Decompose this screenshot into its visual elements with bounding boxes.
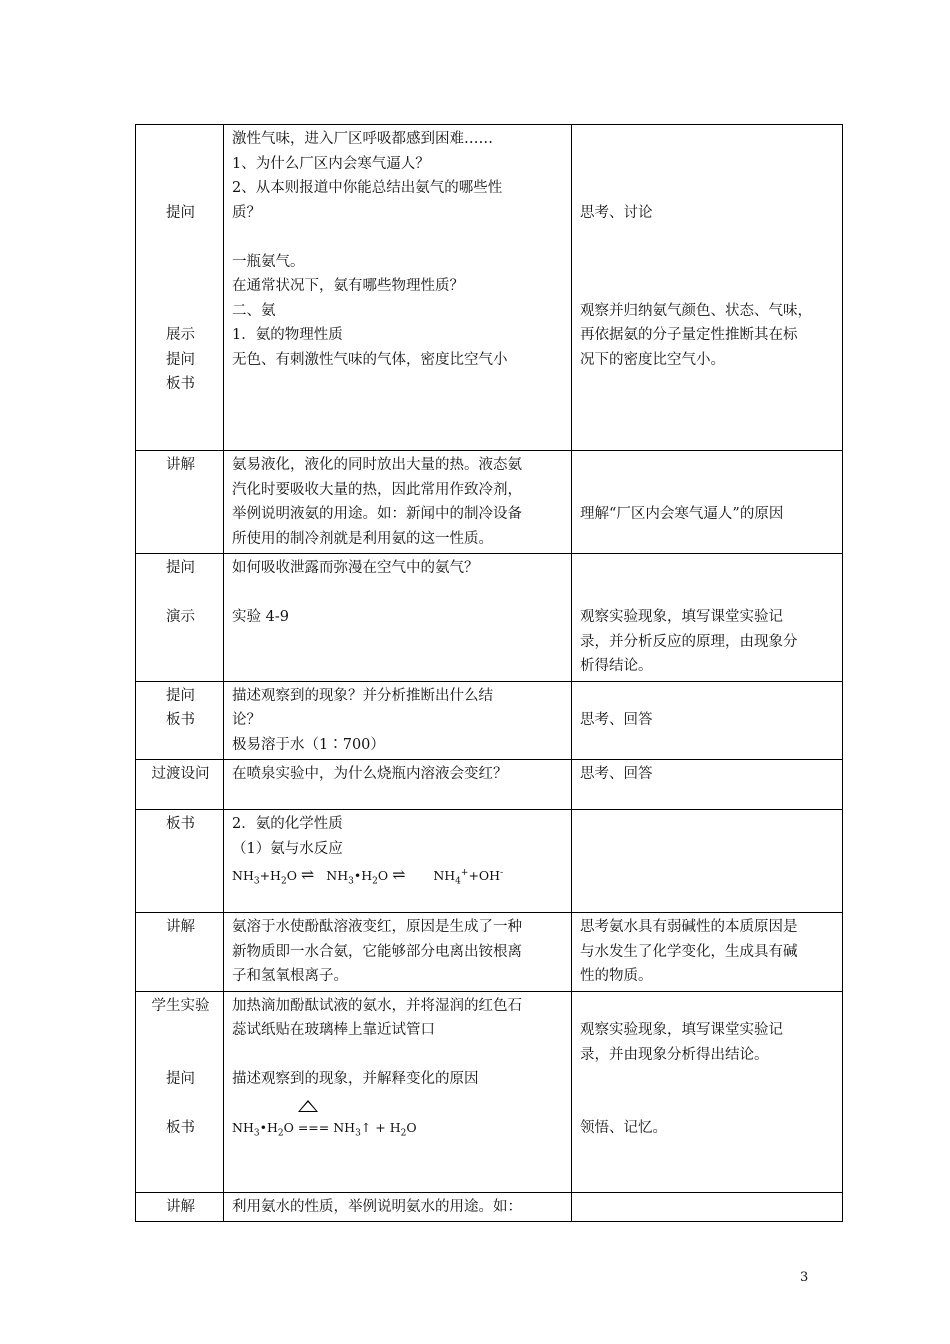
step-label: 讲解 <box>166 1198 195 1215</box>
student-activity-cell <box>572 554 843 682</box>
step-label: 提问 <box>166 204 195 221</box>
teacher-content-cell <box>224 681 572 760</box>
step-label: 提问 <box>166 1071 195 1087</box>
activity-line: 思考、讨论 <box>580 204 653 221</box>
page-number: 3 <box>800 1270 809 1285</box>
activity-line: 况下的密度比空气小。 <box>580 351 725 368</box>
table-row <box>136 125 843 451</box>
content-line: 举例说明液氨的用途。如：新闻中的制冷设备 <box>232 506 522 522</box>
teacher-content-cell <box>224 125 572 451</box>
step-label: 学生实验 <box>151 997 210 1014</box>
activity-line: 录，并分析反应的原理，由现象分 <box>580 633 798 650</box>
content-line: 描述观察到的现象？并分析推断出什么结 <box>232 687 493 704</box>
content-line: 极易溶于水（1∶700） <box>232 736 385 753</box>
student-activity-cell <box>572 810 843 913</box>
step-label-cell <box>136 760 224 810</box>
teacher-content-cell <box>224 1192 572 1222</box>
step-label-cell <box>136 810 224 913</box>
step-label: 板书 <box>166 1120 195 1136</box>
reversible-arrow-icon: ⇌ <box>300 865 315 885</box>
content-line: 一瓶氨气。 <box>232 253 305 270</box>
table-row <box>136 810 843 913</box>
content-line: 氨易液化，液化的同时放出大量的热。液态氨 <box>232 457 522 473</box>
teacher-content-cell <box>224 991 572 1192</box>
ammonia-water-equation: $NH_3+H_2O$ ⇌ $NH_3•H_2O$ ⇌ $NH_4^++OH^-$ <box>232 865 504 887</box>
decomposition-equation: $NH_3•H_2O$ === $NH_3↑ + H_2O$ <box>232 1120 417 1139</box>
activity-line: 录，并由现象分析得出结论。 <box>580 1046 769 1063</box>
content-line: 所使用的制冷剂就是利用氨的这一性质。 <box>232 530 493 547</box>
content-line: 新物质即一水合氨，它能够部分电离出铵根离 <box>232 943 522 960</box>
teacher-content-cell <box>224 554 572 682</box>
content-line: 2．氨的化学性质 <box>232 816 343 832</box>
activity-line: 观察实验现象，填写课堂实验记 <box>580 609 783 625</box>
step-label: 展示 <box>166 327 195 343</box>
activity-line: 析得结论。 <box>580 658 653 674</box>
content-line: 加热滴加酚酞试液的氨水，并将湿润的红色石 <box>232 997 522 1014</box>
teacher-content-cell <box>224 810 572 913</box>
step-label: 提问 <box>166 687 195 704</box>
step-label-cell <box>136 554 224 682</box>
step-label: 提问 <box>166 351 195 368</box>
table-row <box>136 554 843 682</box>
content-line: 蕊试纸贴在玻璃棒上靠近试管口 <box>232 1022 435 1038</box>
teacher-content-cell <box>224 451 572 554</box>
content-line: 实验 4-9 <box>232 609 289 625</box>
step-label: 讲解 <box>166 919 195 935</box>
step-label: 板书 <box>166 376 195 392</box>
content-line: 质？ <box>232 204 261 221</box>
activity-line: 再依据氨的分子量定性推断其在标 <box>580 327 798 343</box>
heat-triangle-icon <box>298 1100 318 1112</box>
step-label-cell <box>136 991 224 1192</box>
content-line: 1、为什么厂区内会寒气逼人？ <box>232 155 430 172</box>
student-activity-cell <box>572 451 843 554</box>
table-row <box>136 760 843 810</box>
table-row <box>136 991 843 1192</box>
table-row <box>136 1192 843 1222</box>
activity-line: 思考、回答 <box>580 766 653 782</box>
step-label-cell <box>136 451 224 554</box>
activity-line: 思考、回答 <box>580 712 653 728</box>
student-activity-cell <box>572 1192 843 1222</box>
step-label: 演示 <box>166 609 195 625</box>
content-line: 在通常状况下，氨有哪些物理性质？ <box>232 278 464 294</box>
activity-line: 领悟、记忆。 <box>580 1120 667 1136</box>
step-label-cell <box>136 913 224 992</box>
activity-line: 观察实验现象，填写课堂实验记 <box>580 1022 783 1038</box>
content-line: 描述观察到的现象，并解释变化的原因 <box>232 1071 479 1087</box>
student-activity-cell <box>572 760 843 810</box>
step-label: 讲解 <box>166 457 195 473</box>
student-activity-cell <box>572 913 843 992</box>
content-line: 2、从本则报道中你能总结出氨气的哪些性 <box>232 180 503 196</box>
content-line: （1）氨与水反应 <box>232 840 343 857</box>
activity-line: 思考氨水具有弱碱性的本质原因是 <box>580 919 798 935</box>
content-line: 汽化时要吸收大量的热，因此常用作致冷剂， <box>232 481 522 498</box>
student-activity-cell <box>572 125 843 451</box>
step-label: 过渡设问 <box>151 766 210 782</box>
content-line: 论？ <box>232 712 261 728</box>
activity-line: 与水发生了化学变化，生成具有碱 <box>580 943 798 960</box>
table-row <box>136 451 843 554</box>
student-activity-cell <box>572 681 843 760</box>
step-label-cell <box>136 1192 224 1222</box>
step-label-cell <box>136 681 224 760</box>
teacher-content-cell <box>224 913 572 992</box>
content-line: 氨溶于水使酚酞溶液变红，原因是生成了一种 <box>232 919 522 935</box>
student-activity-cell <box>572 991 843 1192</box>
activity-line: 理解“厂区内会寒气逼人”的原因 <box>580 506 784 522</box>
content-line: 1．氨的物理性质 <box>232 327 343 343</box>
content-line: 如何吸收泄露而弥漫在空气中的氨气？ <box>232 560 479 576</box>
table-row <box>136 913 843 992</box>
lesson-plan-table <box>135 124 843 1222</box>
content-line: 二、氨 <box>232 302 276 319</box>
up-arrow-icon: ↑ <box>360 1120 372 1135</box>
content-line: 子和氢氧根离子。 <box>232 968 348 984</box>
content-line: 无色、有刺激性气味的气体，密度比空气小 <box>232 351 508 368</box>
step-label-cell <box>136 125 224 451</box>
step-label: 提问 <box>166 560 195 576</box>
content-line: 在喷泉实验中，为什么烧瓶内溶液会变红？ <box>232 766 508 782</box>
step-label: 板书 <box>166 712 195 728</box>
step-label: 板书 <box>166 816 195 832</box>
activity-line: 性的物质。 <box>580 968 653 984</box>
teacher-content-cell <box>224 760 572 810</box>
activity-line: 观察并归纳氨气颜色、状态、气味， <box>580 302 812 319</box>
content-line: 激性气味，进入厂区呼吸都感到困难…… <box>232 131 493 147</box>
reversible-arrow-icon: ⇌ <box>392 865 406 885</box>
table-row <box>136 681 843 760</box>
content-line: 利用氨水的性质，举例说明氨水的用途。如： <box>232 1198 522 1215</box>
